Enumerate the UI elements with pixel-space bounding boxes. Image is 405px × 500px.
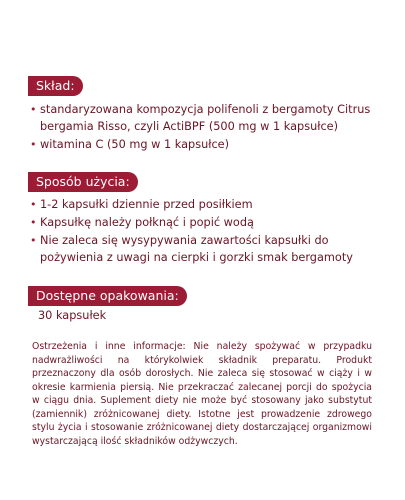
- section-heading-sposob-uzycia: Sposób użycia:: [28, 172, 138, 192]
- list-item: • 1-2 kapsułki dziennie przed posiłkiem: [30, 198, 253, 211]
- ingredients-list: [30, 101, 383, 154]
- section-heading-sklad: Skład:: [28, 76, 83, 96]
- bullet-icon: •: [30, 138, 37, 151]
- bullet-icon: •: [30, 103, 37, 116]
- list-item: • Nie zaleca się wysypywania zawartości kapsułki do pożywienia z uwagi na cierpki i gorzki smak bergamoty: [30, 234, 353, 264]
- bullet-icon: •: [30, 234, 37, 247]
- warnings-text: Ostrzeżenia i inne informacje: Nie należy spożywać w przypadku nadwrażliwości na którykolwiek składnik preparatu. Produkt przeznaczony dla osób dorosłych. Nie zaleca się stosować w ciąży i w okresie karmienia piersią. Nie przekraczać zalecanej porcji do spożycia w ciągu dnia. Suplement diety nie może być stosowany jako substytut (zamiennik) zróżnicowanej diety. Istotne jest prowadzenie zdrowego stylu życia i stosowanie zróżnicowanej diety dostarczającej organizmowi wystarczającą ilość składników odżywczych.: [32, 341, 372, 447]
- list-item: • Kapsułkę należy połknąć i popić wodą: [30, 216, 254, 229]
- section-heading-dostepne-opakowania: Dostępne opakowania:: [28, 286, 187, 306]
- bullet-icon: •: [30, 198, 37, 211]
- usage-list: [30, 196, 383, 267]
- list-item: • standaryzowana kompozycja polifenoli z bergamoty Citrus bergamia Risso, czyli ActiBPF (500 mg w 1 kapsułce): [30, 103, 371, 133]
- list-item: • witamina C (50 mg w 1 kapsułce): [30, 138, 230, 151]
- bullet-icon: •: [30, 216, 37, 229]
- package-size: 30 kapsułek: [38, 309, 107, 322]
